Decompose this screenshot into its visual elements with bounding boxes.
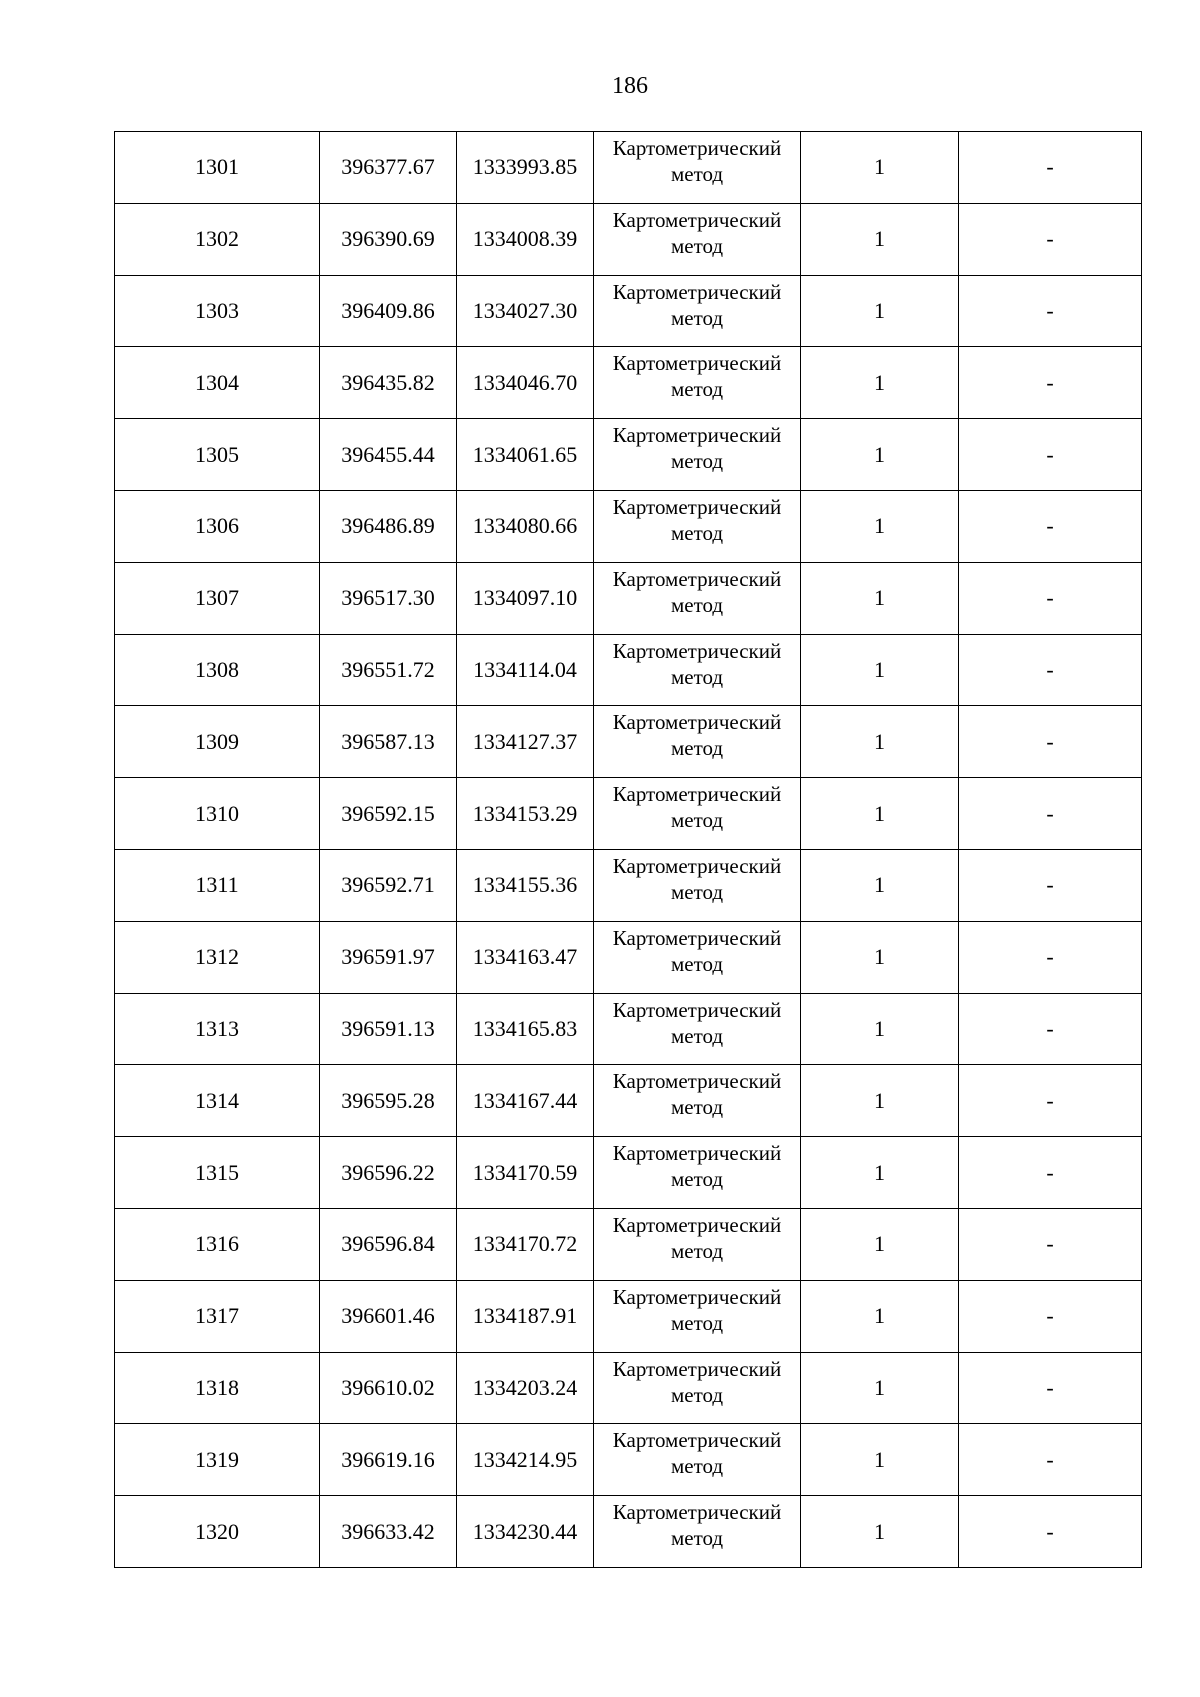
x-coordinate-cell: 396591.13 [320, 993, 457, 1065]
point-number-cell: 1313 [115, 993, 320, 1065]
method-cell [594, 634, 801, 706]
method-line-1: Картометрический [612, 1284, 782, 1309]
x-coordinate-cell: 396610.02 [320, 1352, 457, 1424]
table-row [115, 132, 1142, 204]
method-line-1: Картометрический [612, 1428, 782, 1453]
table-row [115, 1208, 1142, 1280]
accuracy-cell: 1 [801, 347, 959, 419]
table-row [115, 347, 1142, 419]
x-coordinate-cell: 396455.44 [320, 419, 457, 491]
y-coordinate-cell: 1333993.85 [457, 132, 594, 204]
method-line-2: метод [670, 233, 724, 258]
method-line-2: метод [670, 736, 724, 761]
description-cell: - [959, 993, 1142, 1065]
table-row [115, 778, 1142, 850]
method-cell [594, 490, 801, 562]
method-line-1: Картометрический [612, 279, 782, 304]
y-coordinate-cell: 1334153.29 [457, 778, 594, 850]
table-row [115, 1496, 1142, 1568]
table-row [115, 419, 1142, 491]
method-line-2: метод [670, 1238, 724, 1263]
x-coordinate-cell: 396591.97 [320, 921, 457, 993]
method-line-1: Картометрический [612, 566, 782, 591]
method-cell [594, 1424, 801, 1496]
method-line-1: Картометрический [612, 997, 782, 1022]
accuracy-cell: 1 [801, 849, 959, 921]
table-row [115, 1352, 1142, 1424]
accuracy-cell: 1 [801, 562, 959, 634]
y-coordinate-cell: 1334187.91 [457, 1280, 594, 1352]
method-line-2: метод [670, 1454, 724, 1479]
x-coordinate-cell: 396592.15 [320, 778, 457, 850]
x-coordinate-cell: 396587.13 [320, 706, 457, 778]
description-cell: - [959, 419, 1142, 491]
accuracy-cell: 1 [801, 778, 959, 850]
y-coordinate-cell: 1334008.39 [457, 203, 594, 275]
point-number-cell: 1318 [115, 1352, 320, 1424]
accuracy-cell: 1 [801, 706, 959, 778]
description-cell: - [959, 1065, 1142, 1137]
method-line-1: Картометрический [612, 423, 782, 448]
method-line-2: метод [670, 1382, 724, 1407]
point-number-cell: 1314 [115, 1065, 320, 1137]
y-coordinate-cell: 1334097.10 [457, 562, 594, 634]
point-number-cell: 1302 [115, 203, 320, 275]
accuracy-cell: 1 [801, 1496, 959, 1568]
method-line-1: Картометрический [612, 853, 782, 878]
point-number-cell: 1312 [115, 921, 320, 993]
table-row [115, 634, 1142, 706]
y-coordinate-cell: 1334061.65 [457, 419, 594, 491]
x-coordinate-cell: 396601.46 [320, 1280, 457, 1352]
method-cell [594, 1065, 801, 1137]
description-cell: - [959, 132, 1142, 204]
y-coordinate-cell: 1334165.83 [457, 993, 594, 1065]
method-line-2: метод [670, 951, 724, 976]
method-line-2: метод [670, 162, 724, 186]
method-cell [594, 1352, 801, 1424]
method-line-2: метод [670, 1526, 724, 1551]
method-cell [594, 1208, 801, 1280]
point-number-cell: 1301 [115, 132, 320, 204]
method-line-2: метод [670, 879, 724, 904]
method-line-1: Картометрический [612, 1141, 782, 1166]
method-line-2: метод [670, 1023, 724, 1048]
coordinates-table [114, 131, 1142, 1568]
method-line-2: метод [670, 377, 724, 402]
method-line-1: Картометрический [612, 351, 782, 376]
method-cell [594, 132, 801, 204]
point-number-cell: 1304 [115, 347, 320, 419]
description-cell: - [959, 921, 1142, 993]
point-number-cell: 1319 [115, 1424, 320, 1496]
description-cell: - [959, 1496, 1142, 1568]
y-coordinate-cell: 1334046.70 [457, 347, 594, 419]
point-number-cell: 1303 [115, 275, 320, 347]
y-coordinate-cell: 1334203.24 [457, 1352, 594, 1424]
method-cell [594, 203, 801, 275]
accuracy-cell: 1 [801, 275, 959, 347]
y-coordinate-cell: 1334167.44 [457, 1065, 594, 1137]
table-row [115, 203, 1142, 275]
method-line-1: Картометрический [612, 782, 782, 807]
point-number-cell: 1311 [115, 849, 320, 921]
table-row [115, 849, 1142, 921]
method-cell [594, 1137, 801, 1209]
description-cell: - [959, 562, 1142, 634]
method-cell [594, 347, 801, 419]
y-coordinate-cell: 1334080.66 [457, 490, 594, 562]
method-line-2: метод [670, 1167, 724, 1192]
x-coordinate-cell: 396596.84 [320, 1208, 457, 1280]
point-number-cell: 1307 [115, 562, 320, 634]
description-cell: - [959, 1208, 1142, 1280]
x-coordinate-cell: 396633.42 [320, 1496, 457, 1568]
accuracy-cell: 1 [801, 1208, 959, 1280]
accuracy-cell: 1 [801, 921, 959, 993]
x-coordinate-cell: 396390.69 [320, 203, 457, 275]
x-coordinate-cell: 396435.82 [320, 347, 457, 419]
table-row [115, 562, 1142, 634]
x-coordinate-cell: 396595.28 [320, 1065, 457, 1137]
x-coordinate-cell: 396619.16 [320, 1424, 457, 1496]
method-cell [594, 849, 801, 921]
accuracy-cell: 1 [801, 1137, 959, 1209]
method-cell [594, 993, 801, 1065]
accuracy-cell: 1 [801, 1065, 959, 1137]
accuracy-cell: 1 [801, 203, 959, 275]
point-number-cell: 1306 [115, 490, 320, 562]
x-coordinate-cell: 396596.22 [320, 1137, 457, 1209]
method-line-1: Картометрический [612, 1212, 782, 1237]
method-cell [594, 419, 801, 491]
table-row [115, 1065, 1142, 1137]
description-cell: - [959, 1424, 1142, 1496]
description-cell: - [959, 634, 1142, 706]
accuracy-cell: 1 [801, 993, 959, 1065]
table-row [115, 921, 1142, 993]
method-line-1: Картометрический [612, 1069, 782, 1094]
x-coordinate-cell: 396409.86 [320, 275, 457, 347]
method-line-2: метод [670, 1095, 724, 1120]
point-number-cell: 1317 [115, 1280, 320, 1352]
table-body [115, 132, 1142, 1568]
method-cell [594, 921, 801, 993]
description-cell: - [959, 275, 1142, 347]
description-cell: - [959, 706, 1142, 778]
method-cell [594, 706, 801, 778]
y-coordinate-cell: 1334170.72 [457, 1208, 594, 1280]
method-line-2: метод [670, 664, 724, 689]
point-number-cell: 1310 [115, 778, 320, 850]
method-cell [594, 1280, 801, 1352]
accuracy-cell: 1 [801, 1352, 959, 1424]
table-row [115, 1137, 1142, 1209]
method-cell [594, 562, 801, 634]
y-coordinate-cell: 1334114.04 [457, 634, 594, 706]
method-line-1: Картометрический [612, 207, 782, 232]
table-row [115, 490, 1142, 562]
accuracy-cell: 1 [801, 1280, 959, 1352]
method-line-2: метод [670, 808, 724, 833]
y-coordinate-cell: 1334230.44 [457, 1496, 594, 1568]
method-line-1: Картометрический [612, 136, 782, 160]
y-coordinate-cell: 1334027.30 [457, 275, 594, 347]
y-coordinate-cell: 1334155.36 [457, 849, 594, 921]
table-row [115, 993, 1142, 1065]
accuracy-cell: 1 [801, 419, 959, 491]
method-line-1: Картометрический [612, 494, 782, 519]
description-cell: - [959, 1137, 1142, 1209]
table-row [115, 706, 1142, 778]
method-line-1: Картометрический [612, 1356, 782, 1381]
point-number-cell: 1315 [115, 1137, 320, 1209]
accuracy-cell: 1 [801, 1424, 959, 1496]
description-cell: - [959, 490, 1142, 562]
method-line-2: метод [670, 449, 724, 474]
x-coordinate-cell: 396377.67 [320, 132, 457, 204]
method-line-1: Картометрический [612, 638, 782, 663]
point-number-cell: 1308 [115, 634, 320, 706]
description-cell: - [959, 849, 1142, 921]
y-coordinate-cell: 1334127.37 [457, 706, 594, 778]
description-cell: - [959, 347, 1142, 419]
table-row [115, 275, 1142, 347]
point-number-cell: 1320 [115, 1496, 320, 1568]
point-number-cell: 1309 [115, 706, 320, 778]
method-cell [594, 1496, 801, 1568]
method-cell [594, 275, 801, 347]
description-cell: - [959, 778, 1142, 850]
page-number: 186 [612, 73, 648, 99]
method-line-1: Картометрический [612, 1500, 782, 1525]
accuracy-cell: 1 [801, 490, 959, 562]
description-cell: - [959, 1280, 1142, 1352]
accuracy-cell: 1 [801, 132, 959, 204]
method-line-1: Картометрический [612, 710, 782, 735]
method-line-2: метод [670, 520, 724, 545]
method-line-2: метод [670, 305, 724, 330]
description-cell: - [959, 1352, 1142, 1424]
x-coordinate-cell: 396486.89 [320, 490, 457, 562]
y-coordinate-cell: 1334170.59 [457, 1137, 594, 1209]
point-number-cell: 1316 [115, 1208, 320, 1280]
accuracy-cell: 1 [801, 634, 959, 706]
table-row [115, 1280, 1142, 1352]
y-coordinate-cell: 1334163.47 [457, 921, 594, 993]
table-row [115, 1424, 1142, 1496]
method-cell [594, 778, 801, 850]
description-cell: - [959, 203, 1142, 275]
x-coordinate-cell: 396517.30 [320, 562, 457, 634]
x-coordinate-cell: 396551.72 [320, 634, 457, 706]
method-line-2: метод [670, 1310, 724, 1335]
x-coordinate-cell: 396592.71 [320, 849, 457, 921]
method-line-2: метод [670, 592, 724, 617]
y-coordinate-cell: 1334214.95 [457, 1424, 594, 1496]
method-line-1: Картометрический [612, 925, 782, 950]
point-number-cell: 1305 [115, 419, 320, 491]
